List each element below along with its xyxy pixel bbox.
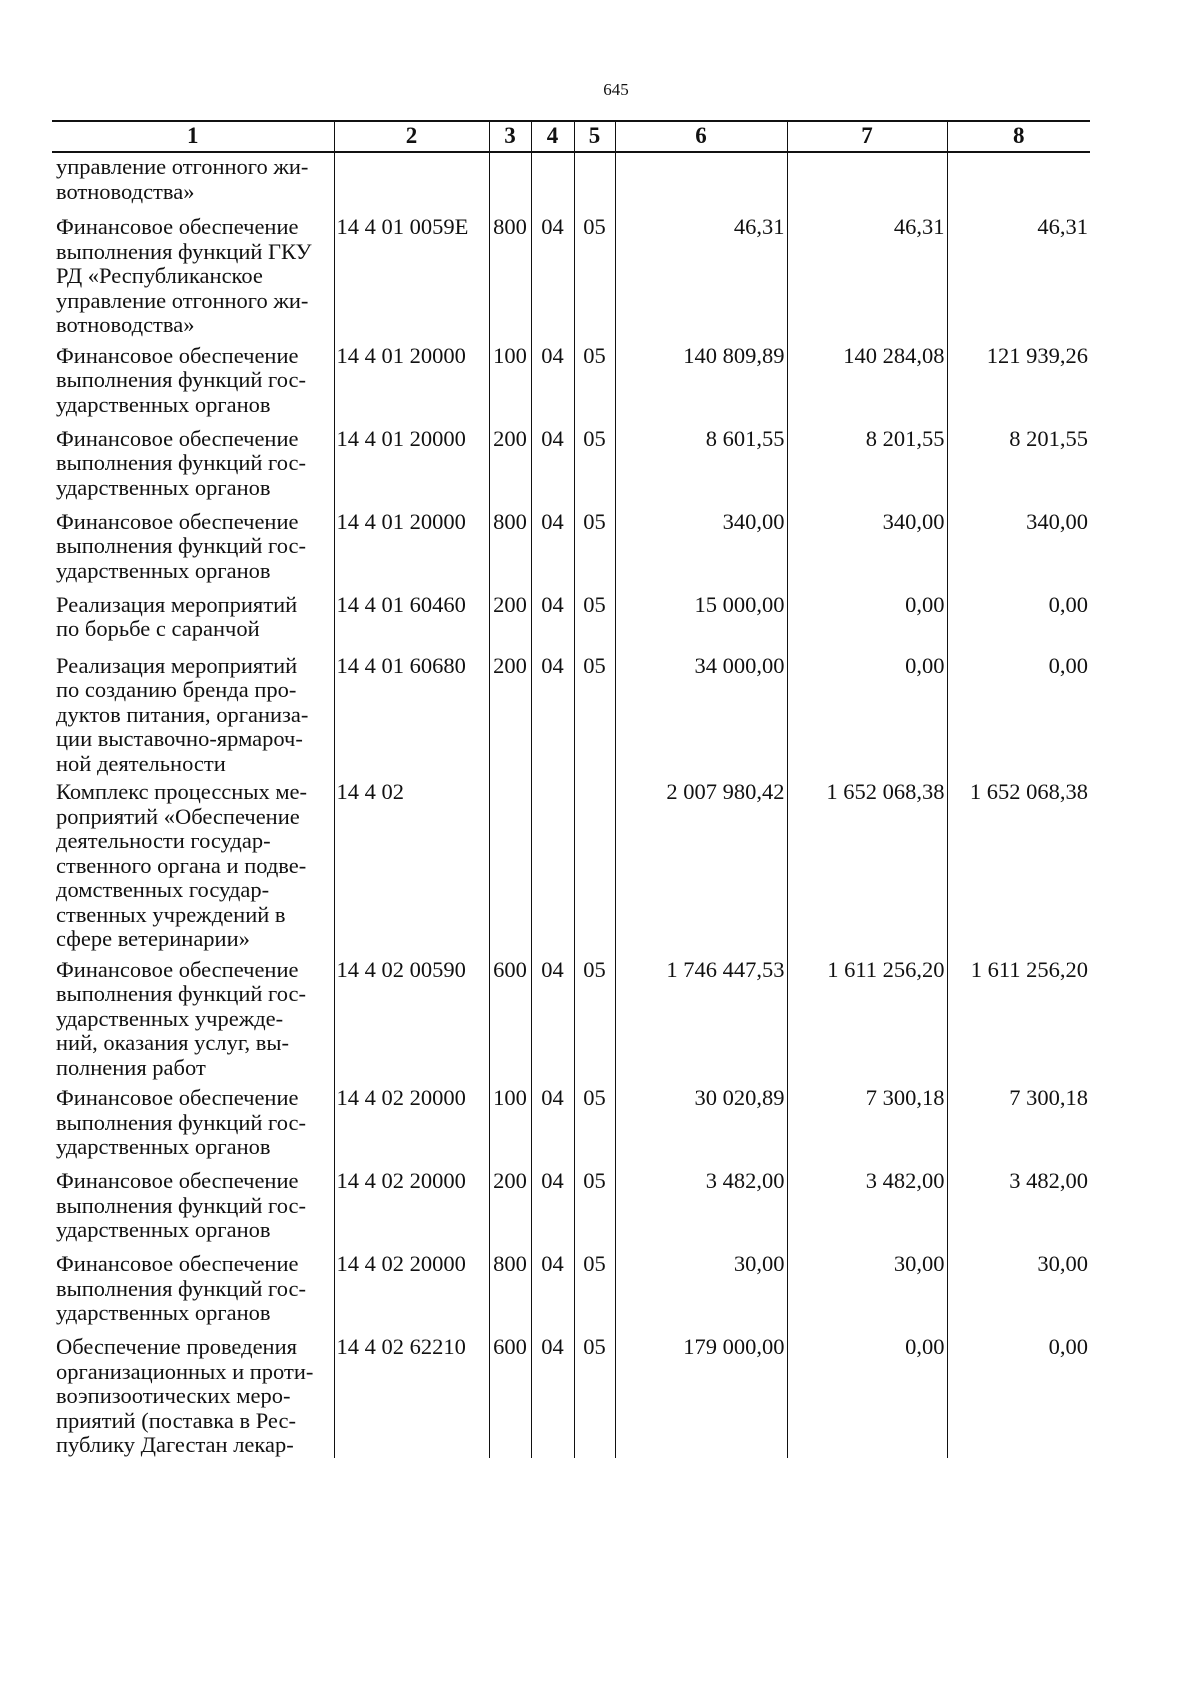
col3-cell: 100 [489,338,531,421]
col4-cell: 04 [531,650,574,777]
amount-col7-cell: 7 300,18 [787,1080,947,1163]
table-row [52,650,1090,777]
table-row [52,209,1090,338]
description-line: воэпизоотических меро- [56,1383,291,1408]
col3-cell: 800 [489,504,531,587]
description-line: приятий (поставка в Рес- [56,1407,296,1433]
table-row [52,1163,1090,1246]
description-cell [52,952,334,1081]
amount-col7-cell: 30,00 [787,1246,947,1329]
code-cell: 14 4 01 0059Е [334,209,489,338]
amount-col6-cell: 340,00 [615,504,787,587]
col4-cell [531,152,574,209]
description-line: управление отгонного жи- [56,287,309,313]
col4-cell: 04 [531,209,574,338]
table-row [52,952,1090,1081]
code-cell: 14 4 01 20000 [334,338,489,421]
description-line: выполнения функций гос- [56,533,306,558]
col3-cell: 600 [489,1329,531,1458]
amount-col6-cell: 1 746 447,53 [615,952,787,1081]
amount-col8-cell: 121 939,26 [947,338,1090,421]
description-line: выполнения функций гос- [56,1192,306,1218]
description-line: Реализация мероприятий [56,591,298,617]
description-line: ственных учреждений в [56,901,286,927]
description-line: роприятий «Обеспечение [56,803,300,829]
col3-cell: 200 [489,650,531,777]
description-cell [52,152,334,209]
amount-col6-cell: 2 007 980,42 [615,776,787,952]
description-cell [52,1163,334,1246]
column-header-8: 8 [947,121,1090,152]
description-line: Финансовое обеспечение [56,1251,299,1276]
description-line: ударственных органов [56,1300,271,1325]
amount-col7-cell [787,152,947,209]
description-line: Финансовое обеспечение [56,508,299,534]
description-cell [52,1246,334,1329]
amount-col8-cell: 340,00 [947,504,1090,587]
description-cell [52,587,334,650]
column-header-1: 1 [52,121,334,152]
code-cell: 14 4 02 [334,776,489,952]
description-cell [52,338,334,421]
description-line: РД «Республиканское [56,263,263,288]
code-cell: 14 4 02 20000 [334,1163,489,1246]
description-line: домственных государ- [56,877,270,902]
amount-col6-cell: 34 000,00 [615,650,787,777]
amount-col8-cell: 46,31 [947,209,1090,338]
description-line: ции выставочно-ярмароч- [56,726,303,751]
table-row [52,504,1090,587]
description-line: Финансовое обеспечение [56,1168,299,1193]
code-cell: 14 4 01 60460 [334,587,489,650]
description-line: организационных и проти- [56,1358,314,1384]
amount-col6-cell: 30,00 [615,1246,787,1329]
amount-col8-cell: 8 201,55 [947,421,1090,504]
amount-col8-cell: 3 482,00 [947,1163,1090,1246]
description-line: выполнения функций гос- [56,450,306,475]
description-line: полнения работ [56,1054,206,1080]
amount-col7-cell: 340,00 [787,504,947,587]
col4-cell: 04 [531,1329,574,1458]
description-line: Реализация мероприятий [56,652,298,678]
col3-cell [489,776,531,952]
col5-cell: 05 [574,421,615,504]
amount-col6-cell: 179 000,00 [615,1329,787,1458]
code-cell: 14 4 02 20000 [334,1080,489,1163]
description-line: Финансовое обеспечение [56,956,299,982]
column-header-6: 6 [615,121,787,152]
col4-cell: 04 [531,952,574,1081]
col3-cell: 200 [489,421,531,504]
col5-cell: 05 [574,504,615,587]
col5-cell: 05 [574,1163,615,1246]
description-line: ний, оказания услуг, вы- [56,1030,290,1055]
description-line: ударственных органов [56,1217,271,1242]
table-row [52,1246,1090,1329]
description-line: ударственных органов [56,474,271,500]
amount-col6-cell: 15 000,00 [615,587,787,650]
table-row [52,152,1090,209]
amount-col8-cell: 1 652 068,38 [947,776,1090,952]
description-cell [52,209,334,338]
table-row [52,421,1090,504]
amount-col7-cell: 1 611 256,20 [787,952,947,1081]
amount-col8-cell: 30,00 [947,1246,1090,1329]
description-line: сфере ветеринарии» [56,926,250,951]
col3-cell [489,152,531,209]
code-cell: 14 4 01 20000 [334,504,489,587]
description-cell [52,421,334,504]
description-line: выполнения функций гос- [56,367,306,392]
column-header-3: 3 [489,121,531,152]
col4-cell: 04 [531,1080,574,1163]
amount-col6-cell: 8 601,55 [615,421,787,504]
description-line: Обеспечение проведения [56,1334,297,1359]
column-header-2: 2 [334,121,489,152]
description-line: публику Дагестан лекар- [56,1432,294,1457]
amount-col6-cell: 30 020,89 [615,1080,787,1163]
amount-col7-cell: 46,31 [787,209,947,338]
description-line: ной деятельности [56,750,226,776]
code-cell: 14 4 02 00590 [334,952,489,1081]
description-line: ударственных органов [56,1134,271,1159]
col3-cell: 800 [489,209,531,338]
table-row [52,1329,1090,1458]
table-row [52,338,1090,421]
code-cell: 14 4 01 20000 [334,421,489,504]
description-line: Финансовое обеспечение [56,1085,299,1110]
amount-col7-cell: 1 652 068,38 [787,776,947,952]
description-line: ударственных органов [56,557,271,583]
col5-cell: 05 [574,209,615,338]
amount-col8-cell [947,152,1090,209]
description-line: дуктов питания, организа- [56,701,309,727]
amount-col6-cell: 46,31 [615,209,787,338]
description-cell [52,1329,334,1458]
budget-table [52,120,1090,1458]
col3-cell: 100 [489,1080,531,1163]
description-line: Комплекс процессных ме- [56,779,308,804]
col4-cell: 04 [531,338,574,421]
page-number: 645 [603,80,629,99]
description-cell [52,650,334,777]
description-line: выполнения функций гос- [56,1109,306,1135]
col5-cell: 05 [574,1246,615,1329]
amount-col7-cell: 140 284,08 [787,338,947,421]
col3-cell: 200 [489,1163,531,1246]
col3-cell: 800 [489,1246,531,1329]
column-header-4: 4 [531,121,574,152]
col4-cell [531,776,574,952]
code-cell [334,152,489,209]
description-line: выполнения функций ГКУ [56,238,312,264]
amount-col8-cell: 7 300,18 [947,1080,1090,1163]
col5-cell [574,152,615,209]
col5-cell: 05 [574,587,615,650]
description-line: по созданию бренда про- [56,677,297,702]
column-header-7: 7 [787,121,947,152]
description-line: Финансовое обеспечение [56,214,299,239]
description-line: управление отгонного жи- [56,154,309,179]
amount-col6-cell: 3 482,00 [615,1163,787,1246]
code-cell: 14 4 01 60680 [334,650,489,777]
description-cell [52,504,334,587]
col5-cell: 05 [574,1080,615,1163]
amount-col7-cell: 8 201,55 [787,421,947,504]
description-line: ственного органа и подве- [56,852,307,878]
column-header-5: 5 [574,121,615,152]
amount-col7-cell: 0,00 [787,1329,947,1458]
col5-cell [574,776,615,952]
col4-cell: 04 [531,421,574,504]
description-line: ударственных органов [56,391,271,417]
amount-col8-cell: 0,00 [947,587,1090,650]
description-line: вотноводства» [56,312,195,337]
amount-col8-cell: 0,00 [947,650,1090,777]
description-line: вотноводства» [56,178,195,204]
code-cell: 14 4 02 20000 [334,1246,489,1329]
col4-cell: 04 [531,1246,574,1329]
col3-cell: 600 [489,952,531,1081]
table-row [52,776,1090,952]
description-line: выполнения функций гос- [56,1275,306,1301]
amount-col7-cell: 0,00 [787,650,947,777]
amount-col6-cell [615,152,787,209]
amount-col6-cell: 140 809,89 [615,338,787,421]
description-line: ударственных учрежде- [56,1005,284,1031]
description-line: по борьбе с саранчой [56,616,260,641]
col4-cell: 04 [531,504,574,587]
col5-cell: 05 [574,338,615,421]
amount-col7-cell: 3 482,00 [787,1163,947,1246]
description-cell [52,776,334,952]
table-row [52,1080,1090,1163]
col4-cell: 04 [531,1163,574,1246]
description-line: Финансовое обеспечение [56,425,299,451]
description-cell [52,1080,334,1163]
col4-cell: 04 [531,587,574,650]
description-line: Финансовое обеспечение [56,342,299,368]
description-line: выполнения функций гос- [56,981,306,1006]
code-cell: 14 4 02 62210 [334,1329,489,1458]
col3-cell: 200 [489,587,531,650]
table-row [52,587,1090,650]
col5-cell: 05 [574,1329,615,1458]
amount-col8-cell: 1 611 256,20 [947,952,1090,1081]
amount-col7-cell: 0,00 [787,587,947,650]
description-line: деятельности государ- [56,828,271,853]
amount-col8-cell: 0,00 [947,1329,1090,1458]
col5-cell: 05 [574,650,615,777]
header-row [52,121,1090,152]
col5-cell: 05 [574,952,615,1081]
